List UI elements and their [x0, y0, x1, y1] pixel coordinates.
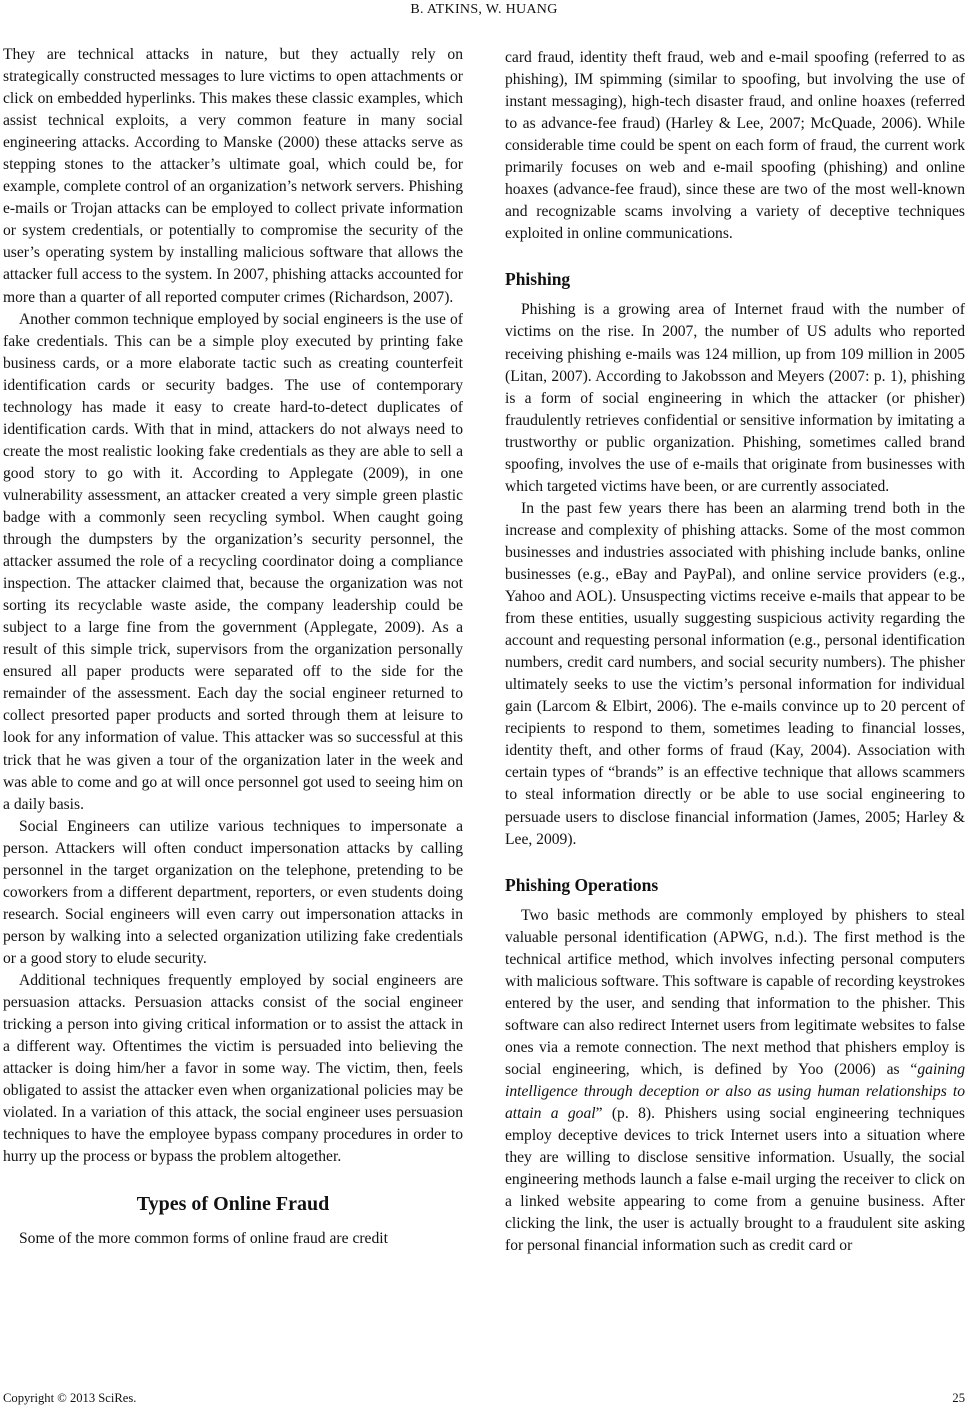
paragraph: They are technical attacks in nature, but they actually rely on strategically constructed messages to lure victims to open attachments or click on embedded hyperlinks. This makes these classic examples, which assist technical exploits, a very common feature in many social engineering attacks. According to Manske (2000) these attacks serve as stepping stones to the attacker’s ultimate goal, which could be, for example, complete control of an organization’s network servers. Phishing e-mails or Trojan attacks can be employed to collect private information or system credentials, or potentially to compromise the security of the user’s operating system by installing malicious software that allows the attacker full access to the system. In 2007, phishing attacks accounted for more than a quarter of all reported computer crimes (Richardson, 2007). — [3, 46, 463, 306]
running-head: B. ATKINS, W. HUANG — [410, 2, 558, 17]
section-heading-types-of-online-fraud: Types of Online Fraud — [136, 1193, 330, 1216]
paragraph-text: ” (p. 8). Phishers using social engineering techniques employ deceptive devices to trick Internet users into a situation where they are willing to disclose sensitive information. Usually, the social engineering methods launch a false e-mail urging the receiver to click on a linked website appearing to come from a genuine business. After clicking the link, the user is actually brought to a fraudulent site asking for personal financial information such as credit card or — [505, 1105, 965, 1255]
paragraph: Social Engineers can utilize various techniques to impersonate a person. Attackers will often conduct impersonation attacks by calling personnel in the target organization on the telephone, pretending to be coworkers from a different department, reporters, or even students doing research. Social engineers will even carry out impersonation attacks in person by walking into a selected organization utilizing fake credentials or a good story to elude security. — [3, 817, 463, 967]
subheading-phishing: Phishing — [505, 269, 571, 290]
left-column — [3, 44, 463, 1250]
page-number: 25 — [952, 1391, 965, 1405]
right-column — [505, 47, 965, 1257]
paragraph: Another common technique employed by social engineers is the use of fake credentials. This can be a simple ploy executed by printing fake business cards, or a more elaborate tactic such as creating counterfeit identification cards or security badges. The use of contemporary technology has made it easy to create hard-to-detect duplicates of identification cards. With that in mind, attackers do not always need to create the most realistic looking fake credentials as they are able to sell a good story to go with it. According to Applegate (2009), in one vulnerability assessment, an attacker created a very simple green plastic badge with a commonly seen recycling symbol. When caught going through the dumpsters by the organization’s security personnel, the attacker assumed the role of a recycling coordinator doing a compliance inspection. The attacker claimed that, because the organization was not sorting its recyclable waste aside, the company leadership could be subject to a large fine from the government (Applegate, 2009). As a result of this simple trick, supervisors from the organization personally ensured all paper products were separated off to the side for the remainder of the assessment. Each day the social engineer returned to collect presorted paper products and sorted through them at leisure to look for any information of value. This attacker was so successful at this trick that he was given a tour of the organization later in the week and was able to come and go at will once personnel got used to seeing him on a daily basis. — [3, 310, 463, 813]
paragraph: Some of the more common forms of online fraud are credit — [19, 1230, 388, 1248]
copyright-notice: Copyright © 2013 SciRes. — [3, 1391, 137, 1405]
subheading-phishing-operations: Phishing Operations — [505, 874, 659, 895]
paragraph: Additional techniques frequently employed by social engineers are persuasion attacks. Persuasion attacks consist of the social engineer tricking a person into giving critical information or to assist the attack in a different way. Oftentimes the victim is persuaded into believing the attacker is doing him/her a favor in some way. The victim, then, feels obligated to assist the attacker even when organizational policies may be violated. In a variation of this attack, the social engineer uses persuasion techniques to have the employee bypass company procedures in order to hurry up the process or bypass the problem altogether. — [3, 971, 463, 1166]
paragraph: card fraud, identity theft fraud, web and e-mail spoofing (referred to as phishing), IM spimming (similar to spoofing, but involving the use of instant messaging), high-tech disaster fraud, and online hoaxes (referred to as advance-fee fraud) (Harley & Lee, 2007; McQuade, 2006). While considerable time could be spent on each form of fraud, the current work primarily focuses on web and e-mail spoofing (phishing) and online hoaxes (advance-fee fraud), since these are two of the most well-known and recognizable scams involving a variety of deceptive techniques exploited in online communications. — [505, 49, 965, 243]
quoted-definition: gaining intelligence through deception or also as using human relationships to attain a goal — [505, 1060, 965, 1123]
paragraph — [505, 905, 965, 1258]
paragraph-text: Two basic methods are commonly employed by phishers to steal valuable personal identification (APWG, n.d.). The first method is the technical artifice method, which involves infecting personal computers with malicious software. This software is capable of recording keystrokes entered by the user, and sending that information to the phisher. This software can also redirect Internet users from legitimate websites to false ones via a remote connection. The next method that phishers employ is social engineering, which, is defined by Yoo (2006) as “ — [505, 906, 965, 1078]
paragraph: In the past few years there has been an alarming trend both in the increase and complexity of phishing attacks. Some of the most common businesses and industries associated with phishing include banks, online businesses (e.g., eBay and PayPal), and online service providers (e.g., Yahoo and AOL). Unsuspecting victims receive e-mails that appear to be from these entities, usually suggesting suspicious activity regarding the account and requesting personal information (e.g., personal identification numbers, credit card numbers, and social security numbers). The phisher ultimately seeks to use the victim’s personal information for individual gain (Larcom & Elbirt, 2006). The e-mails convince up to 20 percent of recipients to respond to them, sometimes leading to financial losses, identity theft, and other forms of fraud (Kay, 2004). Association with certain types of “brands” is an effective technique that allows scammers to steal information directly or be able to use social engineering to persuade users to disclose financial information (James, 2005; Harley & Lee, 2009). — [505, 499, 965, 848]
paragraph: Phishing is a growing area of Internet fraud with the number of victims on the rise. In 2007, the number of US adults who reported receiving phishing e-mails was 124 million, up from 109 million in 2005 (Litan, 2007). According to Jakobsson and Meyers (2007: p. 1), phishing is a form of social engineering in which the attacker (or phisher) fraudulently retrieves confidential or sensitive information by imitating a trustworthy or public organization. Phishing, sometimes called brand spoofing, involves the use of e-mails that originate from businesses with which targeted victims have been, or are currently associated. — [505, 301, 965, 495]
